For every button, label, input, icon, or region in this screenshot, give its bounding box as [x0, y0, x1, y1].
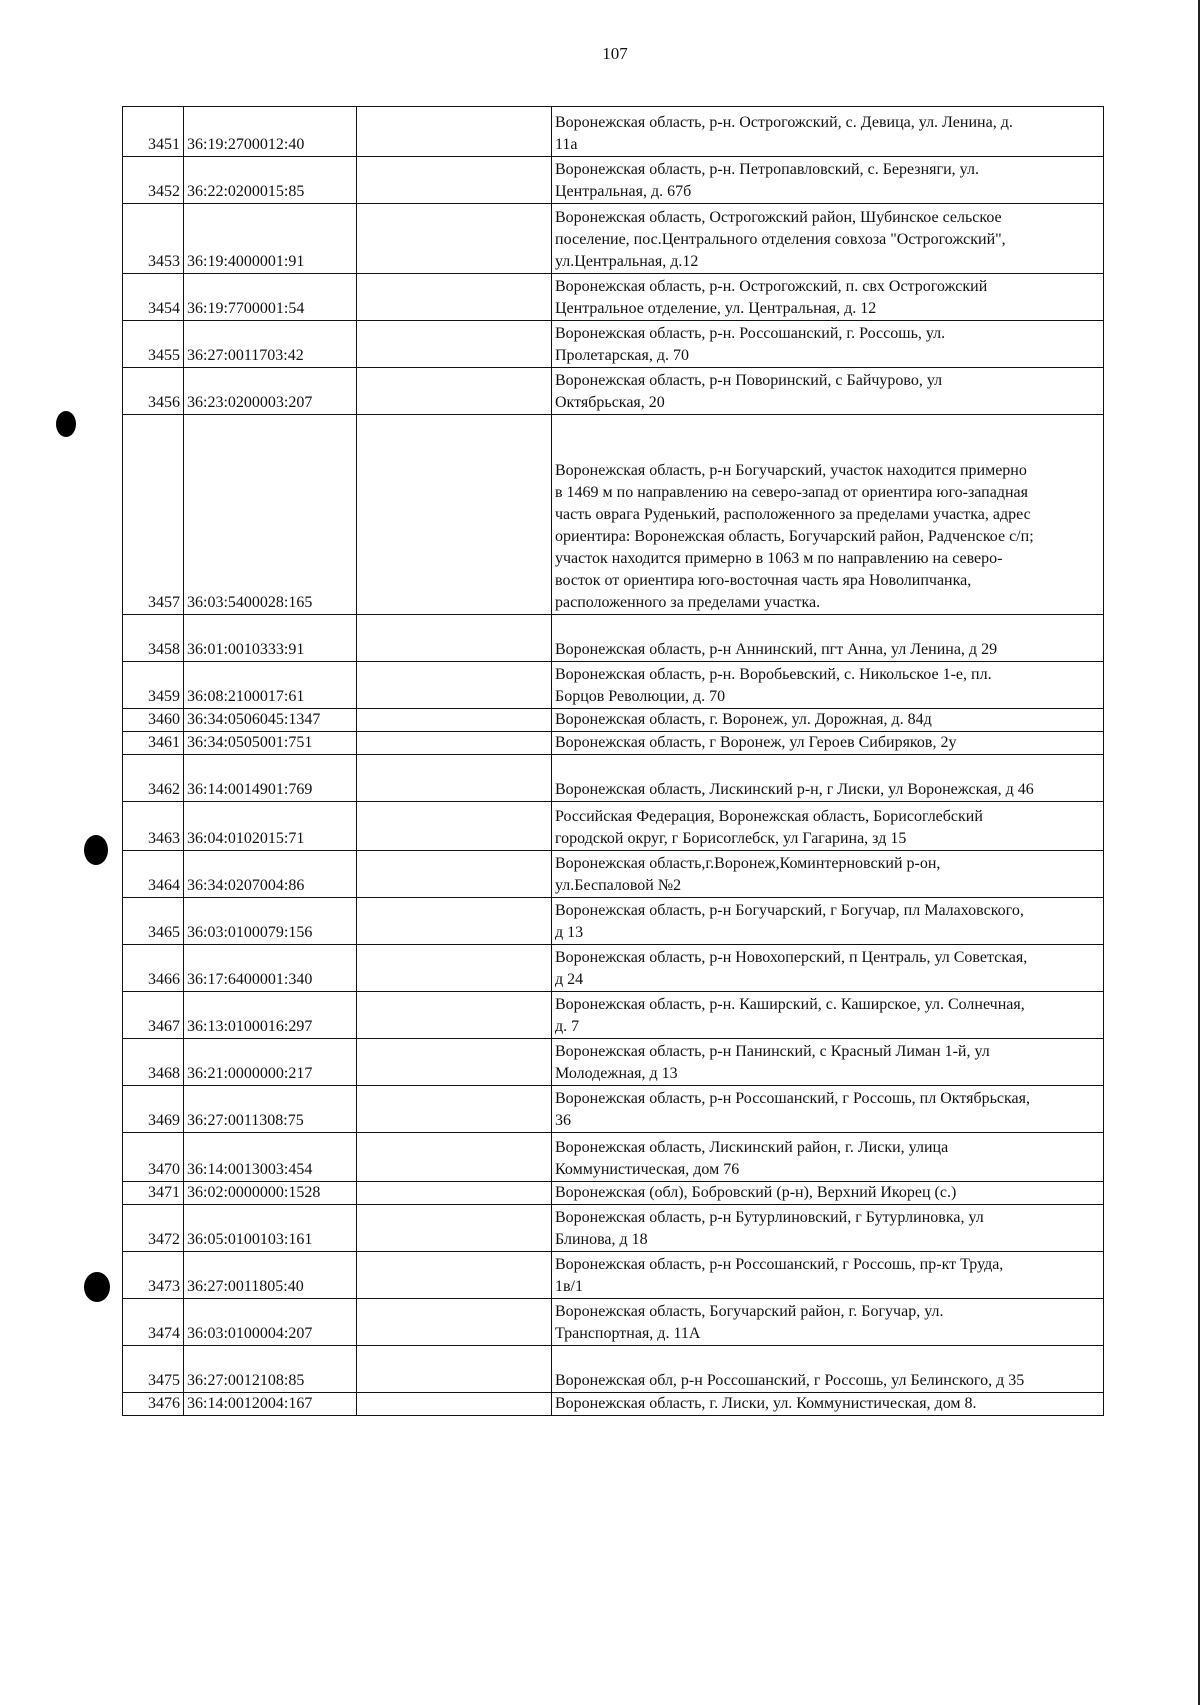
table-row	[123, 204, 1104, 274]
cadastral-number: 36:08:2100017:61	[184, 662, 357, 709]
empty-cell	[357, 802, 552, 851]
address-cell: Российская Федерация, Воронежская область, Борисоглебский городской округ, г Борисоглебск, ул Гагарина, зд 15	[552, 802, 1104, 851]
empty-cell	[357, 368, 552, 415]
row-number: 3459	[123, 662, 184, 709]
row-number: 3472	[123, 1205, 184, 1252]
table-row	[123, 898, 1104, 945]
address-cell: Воронежская (обл), Бобровский (р-н), Верхний Икорец (с.)	[552, 1182, 1104, 1205]
cadastral-number: 36:19:4000001:91	[184, 204, 357, 274]
row-number: 3468	[123, 1039, 184, 1086]
table-row	[123, 992, 1104, 1039]
cadastral-number: 36:14:0013003:454	[184, 1133, 357, 1182]
empty-cell	[357, 615, 552, 662]
empty-cell	[357, 1393, 552, 1416]
address-cell: Воронежская область, р-н Новохоперский, п Централь, ул Советская, д 24	[552, 945, 1104, 992]
table-row	[123, 1252, 1104, 1299]
cadastral-number: 36:34:0506045:1347	[184, 709, 357, 732]
row-number: 3471	[123, 1182, 184, 1205]
empty-cell	[357, 1299, 552, 1346]
row-number: 3451	[123, 107, 184, 157]
empty-cell	[357, 1252, 552, 1299]
address-cell: Воронежская область, р-н. Россошанский, г. Россошь, ул. Пролетарская, д. 70	[552, 321, 1104, 368]
row-number: 3464	[123, 851, 184, 898]
cadastral-number: 36:05:0100103:161	[184, 1205, 357, 1252]
row-number: 3463	[123, 802, 184, 851]
address-cell: Воронежская область, г Воронеж, ул Героев Сибиряков, 2у	[552, 732, 1104, 755]
cadastral-number: 36:01:0010333:91	[184, 615, 357, 662]
row-number: 3458	[123, 615, 184, 662]
address-cell: Воронежская область,г.Воронеж,Коминтерновский р-он, ул.Беспаловой №2	[552, 851, 1104, 898]
table-row	[123, 1299, 1104, 1346]
empty-cell	[357, 204, 552, 274]
cadastral-number: 36:34:0207004:86	[184, 851, 357, 898]
row-number: 3460	[123, 709, 184, 732]
row-number: 3474	[123, 1299, 184, 1346]
empty-cell	[357, 107, 552, 157]
cadastral-number: 36:02:0000000:1528	[184, 1182, 357, 1205]
empty-cell	[357, 1346, 552, 1393]
address-cell: Воронежская область, р-н Панинский, с Красный Лиман 1-й, ул Молодежная, д 13	[552, 1039, 1104, 1086]
address-cell: Воронежская область, Острогожский район, Шубинское сельское поселение, пос.Центрального отделения совхоза "Острогожский", ул.Центральная, д.12	[552, 204, 1104, 274]
table-row	[123, 755, 1104, 802]
empty-cell	[357, 1205, 552, 1252]
address-cell: Воронежская область, Богучарский район, г. Богучар, ул. Транспортная, д. 11А	[552, 1299, 1104, 1346]
cadastral-number: 36:13:0100016:297	[184, 992, 357, 1039]
address-cell: Воронежская область, р-н Богучарский, участок находится примерно в 1469 м по направлению на северо-запад от ориентира юго-западная часть оврага Руденький, расположенного за пределами участка, адрес ориентира: Воронежская область, Богучарский район, Радченское с/п; участок находится примерно в 1063 м по направлению на северо- восток от ориентира юго-восточная часть яра Новолипчанка, расположенного за пределами участка.	[552, 415, 1104, 615]
table-row	[123, 107, 1104, 157]
row-number: 3457	[123, 415, 184, 615]
empty-cell	[357, 1086, 552, 1133]
table-row	[123, 802, 1104, 851]
table-row	[123, 274, 1104, 321]
row-number: 3473	[123, 1252, 184, 1299]
table-row	[123, 709, 1104, 732]
cadastral-number: 36:17:6400001:340	[184, 945, 357, 992]
cadastral-number: 36:27:0011308:75	[184, 1086, 357, 1133]
registry-table	[122, 106, 1104, 1416]
row-number: 3456	[123, 368, 184, 415]
punch-hole-1	[56, 411, 76, 437]
address-cell: Воронежская область, Лискинский р-н, г Лиски, ул Воронежская, д 46	[552, 755, 1104, 802]
empty-cell	[357, 898, 552, 945]
empty-cell	[357, 274, 552, 321]
punch-hole-3	[84, 1272, 110, 1302]
row-number: 3462	[123, 755, 184, 802]
address-cell: Воронежская область, р-н Аннинский, пгт Анна, ул Ленина, д 29	[552, 615, 1104, 662]
row-number: 3476	[123, 1393, 184, 1416]
registry-rows	[123, 107, 1104, 1416]
row-number: 3467	[123, 992, 184, 1039]
row-number: 3466	[123, 945, 184, 992]
cadastral-number: 36:27:0011703:42	[184, 321, 357, 368]
cadastral-number: 36:23:0200003:207	[184, 368, 357, 415]
address-cell: Воронежская область, р-н Поворинский, с Байчурово, ул Октябрьская, 20	[552, 368, 1104, 415]
cadastral-number: 36:34:0505001:751	[184, 732, 357, 755]
row-number: 3461	[123, 732, 184, 755]
address-cell: Воронежская область, р-н. Каширский, с. Каширское, ул. Солнечная, д. 7	[552, 992, 1104, 1039]
empty-cell	[357, 945, 552, 992]
table-row	[123, 615, 1104, 662]
cadastral-number: 36:03:5400028:165	[184, 415, 357, 615]
address-cell: Воронежская область, р-н. Воробьевский, с. Никольское 1-е, пл. Борцов Революции, д. 70	[552, 662, 1104, 709]
row-number: 3453	[123, 204, 184, 274]
row-number: 3465	[123, 898, 184, 945]
table-row	[123, 1346, 1104, 1393]
page-number: 107	[602, 44, 628, 63]
empty-cell	[357, 1133, 552, 1182]
cadastral-number: 36:03:0100079:156	[184, 898, 357, 945]
row-number: 3470	[123, 1133, 184, 1182]
table-row	[123, 1205, 1104, 1252]
table-row	[123, 1086, 1104, 1133]
cadastral-number: 36:27:0012108:85	[184, 1346, 357, 1393]
row-number: 3454	[123, 274, 184, 321]
cadastral-number: 36:19:7700001:54	[184, 274, 357, 321]
table-row	[123, 1133, 1104, 1182]
row-number: 3452	[123, 157, 184, 204]
table-row	[123, 732, 1104, 755]
cadastral-number: 36:04:0102015:71	[184, 802, 357, 851]
row-number: 3469	[123, 1086, 184, 1133]
empty-cell	[357, 851, 552, 898]
cadastral-number: 36:14:0012004:167	[184, 1393, 357, 1416]
empty-cell	[357, 732, 552, 755]
table-row	[123, 851, 1104, 898]
empty-cell	[357, 992, 552, 1039]
punch-hole-2	[84, 835, 108, 865]
address-cell: Воронежская область, р-н. Острогожский, п. свх Острогожский Центральное отделение, ул. Центральная, д. 12	[552, 274, 1104, 321]
table-row	[123, 415, 1104, 615]
table-row	[123, 1393, 1104, 1416]
empty-cell	[357, 709, 552, 732]
empty-cell	[357, 415, 552, 615]
table-row	[123, 157, 1104, 204]
table-row	[123, 1039, 1104, 1086]
empty-cell	[357, 321, 552, 368]
row-number: 3455	[123, 321, 184, 368]
cadastral-number: 36:21:0000000:217	[184, 1039, 357, 1086]
row-number: 3475	[123, 1346, 184, 1393]
empty-cell	[357, 157, 552, 204]
empty-cell	[357, 755, 552, 802]
empty-cell	[357, 1039, 552, 1086]
address-cell: Воронежская область, р-н Россошанский, г Россошь, пр-кт Труда, 1в/1	[552, 1252, 1104, 1299]
table-row	[123, 321, 1104, 368]
table-row	[123, 945, 1104, 992]
cadastral-number: 36:03:0100004:207	[184, 1299, 357, 1346]
address-cell: Воронежская область, р-н. Острогожский, с. Девица, ул. Ленина, д. 11а	[552, 107, 1104, 157]
address-cell: Воронежская область, р-н Бутурлиновский, г Бутурлиновка, ул Блинова, д 18	[552, 1205, 1104, 1252]
cadastral-number: 36:14:0014901:769	[184, 755, 357, 802]
address-cell: Воронежская область, р-н. Петропавловский, с. Березняги, ул. Центральная, д. 67б	[552, 157, 1104, 204]
table-row	[123, 368, 1104, 415]
empty-cell	[357, 662, 552, 709]
empty-cell	[357, 1182, 552, 1205]
address-cell: Воронежская обл, р-н Россошанский, г Россошь, ул Белинского, д 35	[552, 1346, 1104, 1393]
address-cell: Воронежская область, Лискинский район, г. Лиски, улица Коммунистическая, дом 76	[552, 1133, 1104, 1182]
cadastral-number: 36:27:0011805:40	[184, 1252, 357, 1299]
address-cell: Воронежская область, г. Лиски, ул. Коммунистическая, дом 8.	[552, 1393, 1104, 1416]
table-row	[123, 1182, 1104, 1205]
address-cell: Воронежская область, р-н Россошанский, г Россошь, пл Октябрьская, 36	[552, 1086, 1104, 1133]
table-row	[123, 662, 1104, 709]
cadastral-number: 36:19:2700012:40	[184, 107, 357, 157]
address-cell: Воронежская область, р-н Богучарский, г Богучар, пл Малаховского, д 13	[552, 898, 1104, 945]
address-cell: Воронежская область, г. Воронеж, ул. Дорожная, д. 84д	[552, 709, 1104, 732]
cadastral-number: 36:22:0200015:85	[184, 157, 357, 204]
